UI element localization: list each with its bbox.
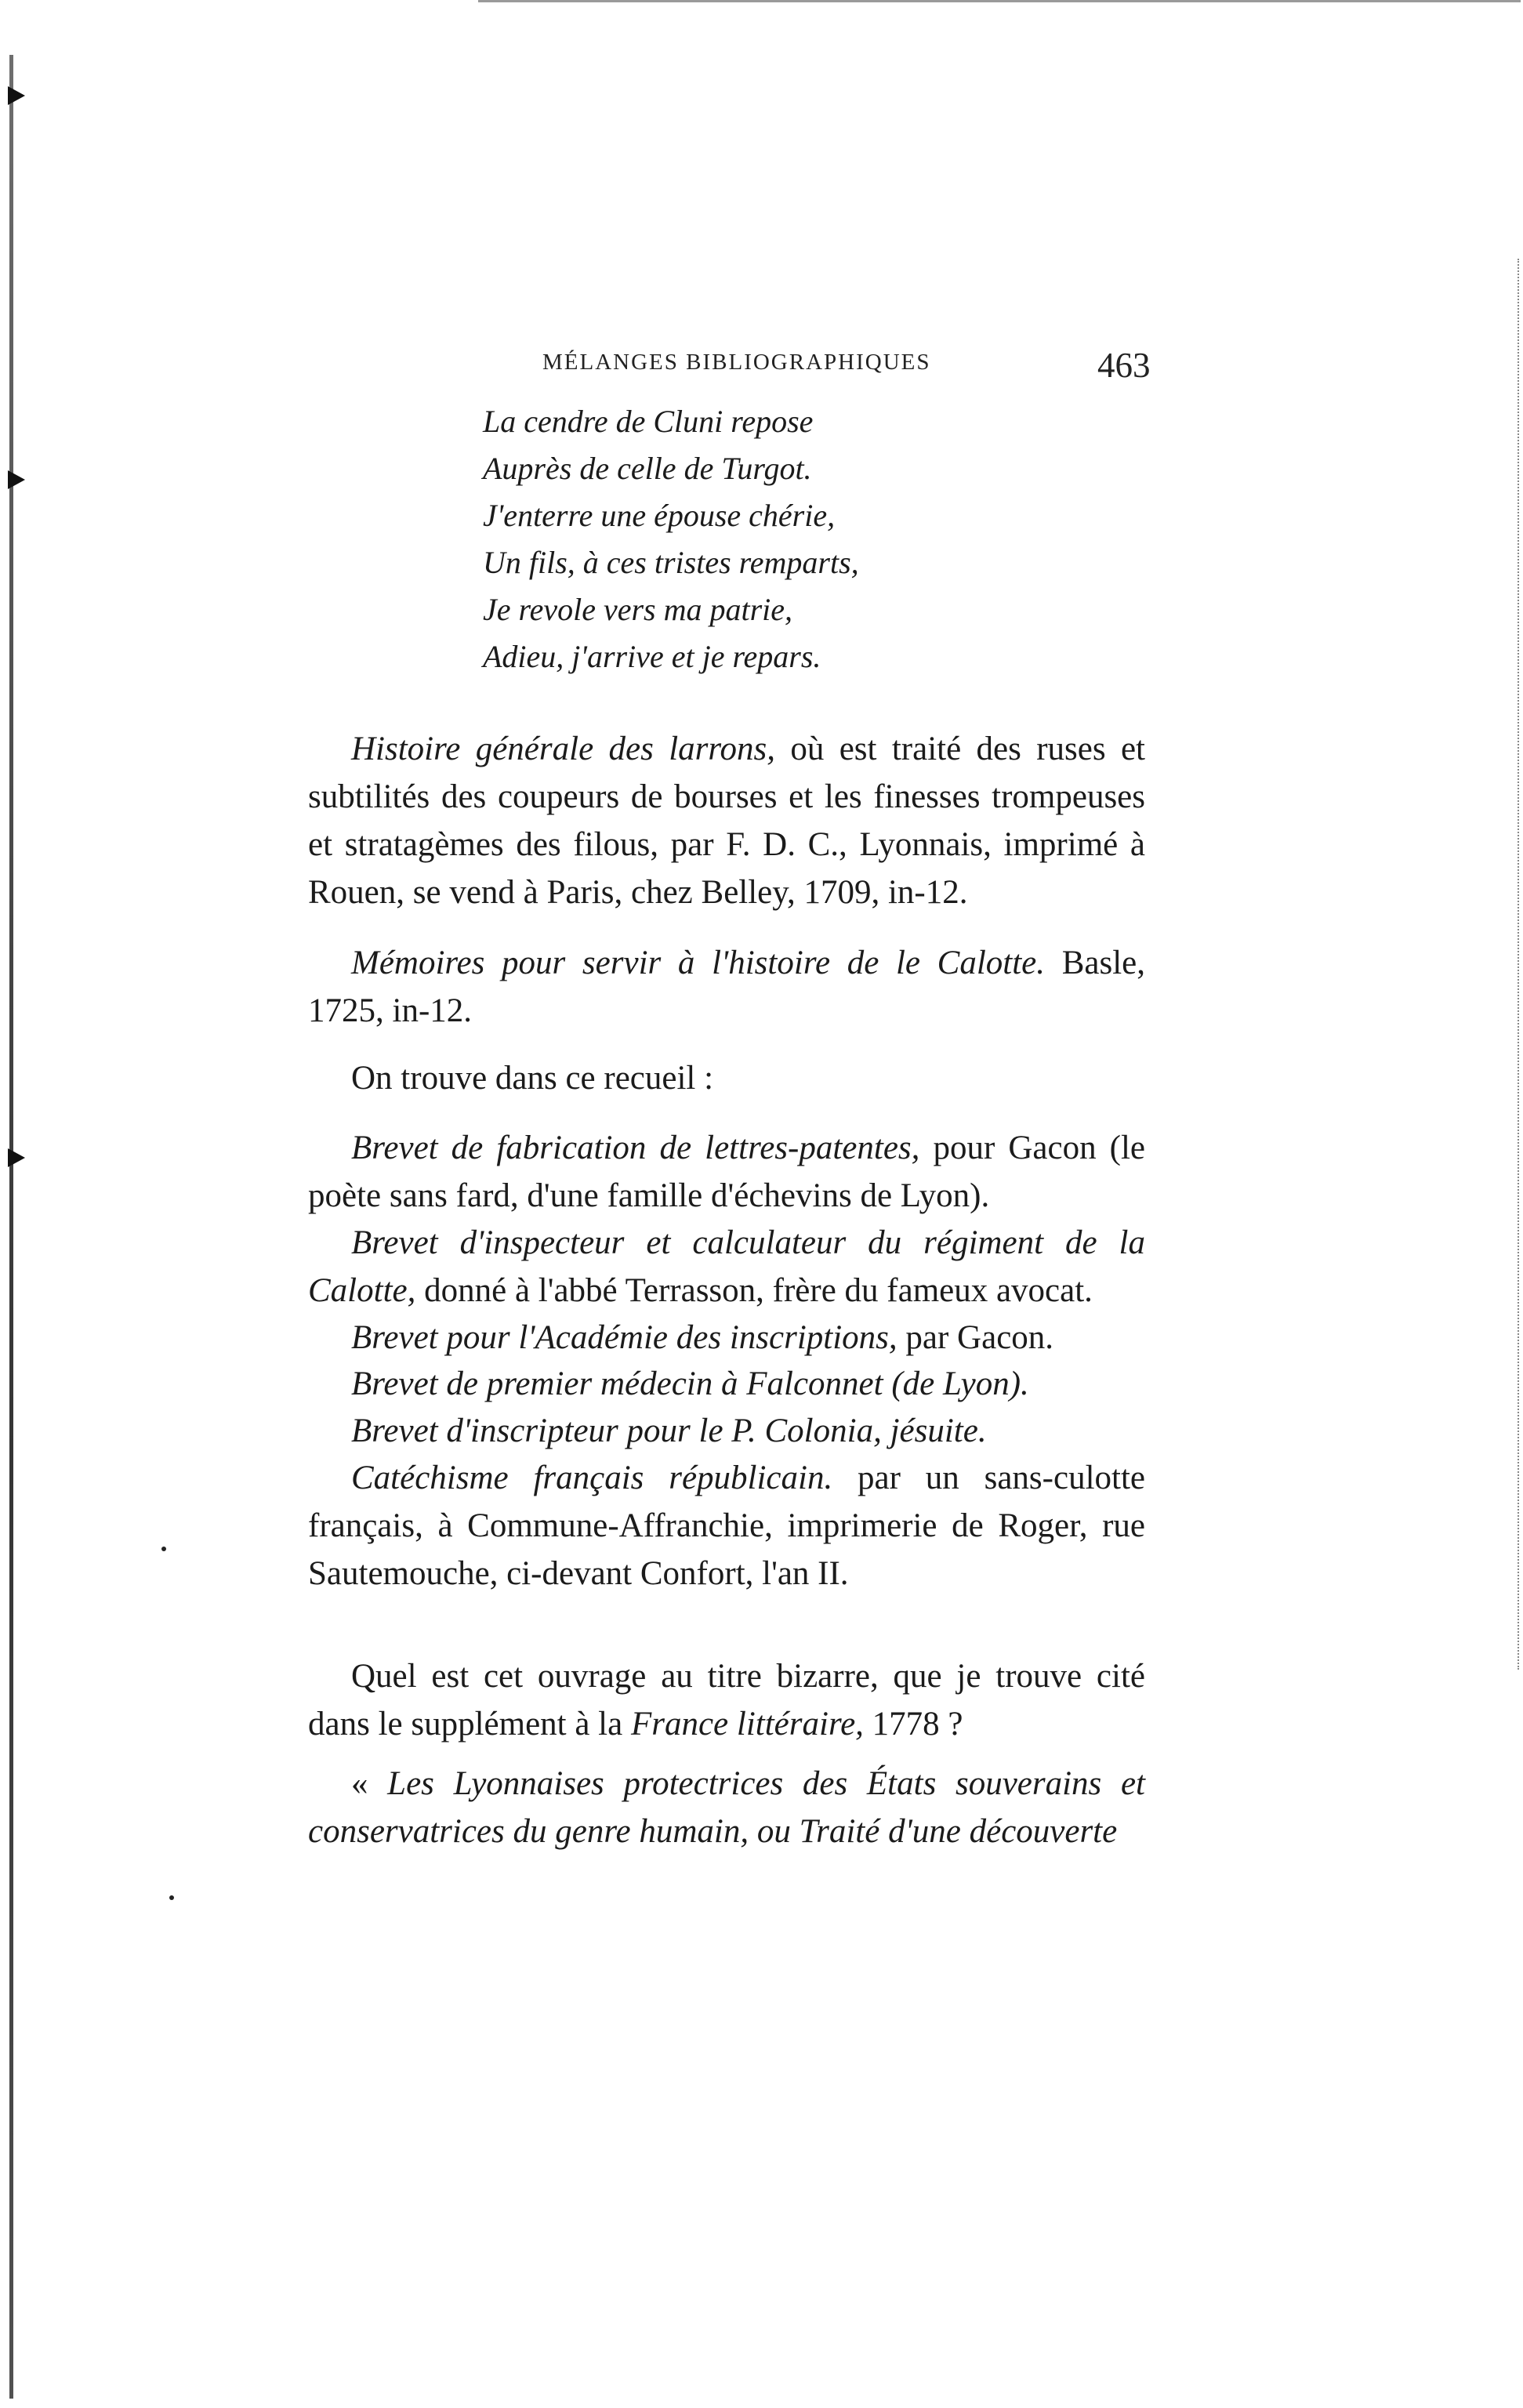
paragraph bbox=[308, 1360, 1145, 1408]
entry-text: par Gacon. bbox=[897, 1319, 1054, 1356]
scan-speck bbox=[161, 1547, 166, 1551]
entry-text: donné à l'abbé Terrasson, frère du fameux avocat. bbox=[415, 1272, 1093, 1309]
paragraph bbox=[308, 1652, 1145, 1748]
book-title: France littéraire, bbox=[630, 1706, 864, 1743]
paragraph bbox=[308, 1760, 1145, 1855]
book-title: Brevet de premier médecin à Falconnet (de Lyon). bbox=[351, 1365, 1029, 1402]
book-title: Brevet d'inscripteur pour le P. Colonia, jésuite. bbox=[351, 1413, 987, 1449]
book-title: Brevet de fabrication de lettres-patentes, bbox=[351, 1130, 920, 1166]
verse-line: Adieu, j'arrive et je repars. bbox=[483, 639, 821, 674]
entry-brevet-inscripteur bbox=[308, 1407, 1145, 1455]
verse-line: Un fils, à ces tristes remparts, bbox=[483, 545, 859, 580]
book-title: Catéchisme français républicain. bbox=[351, 1460, 833, 1496]
book-title: Brevet pour l'Académie des inscriptions, bbox=[351, 1319, 897, 1356]
book-title: Brevet d'inspecteur et calculateur du régiment de la Calotte, bbox=[308, 1224, 1145, 1309]
entry-question bbox=[308, 1652, 1145, 1748]
entry-text: par un sans-culotte français, à Commune-Affranchie, imprimerie de Roger, rue Sautemouche, ci-devant Confort, l'an II. bbox=[308, 1460, 1145, 1592]
entry-recueil bbox=[308, 1054, 1145, 1102]
scan-margin-mark bbox=[8, 470, 25, 489]
page-number: 463 bbox=[1097, 346, 1151, 385]
entry-brevet-academie bbox=[308, 1314, 1145, 1362]
book-title: Les Lyonnaises protectrices des États souverains et conservatrices du genre humain, ou Traité d'une découverte bbox=[308, 1765, 1145, 1850]
paragraph bbox=[308, 725, 1145, 916]
entry-calotte bbox=[308, 939, 1145, 1035]
paragraph bbox=[308, 939, 1145, 1035]
scan-top-rule bbox=[478, 0, 1521, 2]
scan-left-edge bbox=[9, 55, 13, 2399]
quote-mark: « bbox=[351, 1765, 388, 1802]
entry-text: où est traité des ruses et subtilités des coupeurs de bourses et les finesses trompeuses et stratagèmes des filous, par F. D. C., Lyonnais, imprimé à Rouen, se vend à Paris, chez Belley, 1709, in-12. bbox=[308, 731, 1145, 911]
verse-block bbox=[483, 398, 1032, 680]
scan-speck bbox=[169, 1895, 174, 1900]
paragraph bbox=[308, 1407, 1145, 1455]
entry-catechisme bbox=[308, 1454, 1145, 1597]
entry-larrons bbox=[308, 725, 1145, 916]
entry-brevet-inspecteur bbox=[308, 1219, 1145, 1315]
scan-margin-mark bbox=[8, 1148, 25, 1167]
verse-line: Je revole vers ma patrie, bbox=[483, 592, 793, 627]
book-title: Mémoires pour servir à l'histoire de le Calotte. bbox=[351, 945, 1046, 981]
book-title: Histoire générale des larrons, bbox=[351, 731, 775, 767]
entry-brevet-lettres bbox=[308, 1124, 1145, 1220]
paragraph bbox=[308, 1219, 1145, 1315]
paragraph: On trouve dans ce recueil : bbox=[351, 1060, 714, 1097]
scan-right-edge bbox=[1518, 259, 1521, 1670]
entry-text: pour Gacon (le poète sans fard, d'une famille d'échevins de Lyon). bbox=[308, 1130, 1145, 1214]
entry-text: Basle, 1725, in-12. bbox=[308, 945, 1145, 1029]
verse-line: J'enterre une épouse chérie, bbox=[483, 498, 836, 533]
entry-brevet-medecin bbox=[308, 1360, 1145, 1408]
verse-line: La cendre de Cluni repose bbox=[483, 404, 814, 439]
entry-text: 1778 ? bbox=[863, 1706, 963, 1743]
paragraph bbox=[308, 1454, 1145, 1597]
paragraph bbox=[308, 1314, 1145, 1362]
scan-margin-mark bbox=[8, 86, 25, 105]
entry-lyonnaises bbox=[308, 1760, 1145, 1855]
running-head: MÉLANGES BIBLIOGRAPHIQUES bbox=[542, 350, 931, 375]
entry-text: Quel est cet ouvrage au titre bizarre, que je trouve cité dans le supplément à la bbox=[308, 1658, 1145, 1743]
paragraph bbox=[308, 1124, 1145, 1220]
verse-line: Auprès de celle de Turgot. bbox=[483, 451, 812, 486]
